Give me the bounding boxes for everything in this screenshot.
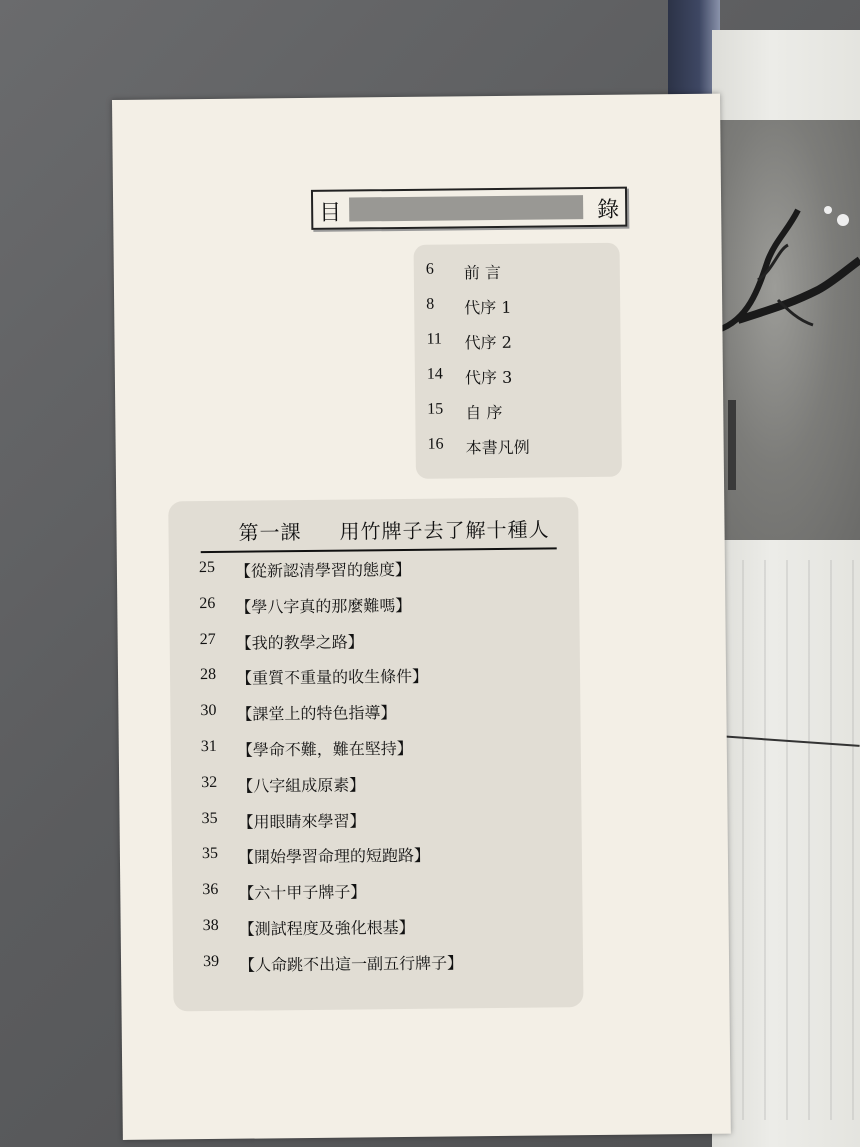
page-number: 15 bbox=[427, 400, 444, 418]
entry-title: 代序 1 bbox=[464, 297, 512, 318]
list-item bbox=[426, 295, 528, 331]
entry-title: 【人命跳不出這一副五行牌子】 bbox=[238, 953, 464, 975]
list-item bbox=[200, 628, 460, 667]
preface-box bbox=[414, 243, 622, 479]
toc-title-left-char: 目 bbox=[319, 200, 342, 226]
page-number: 32 bbox=[201, 773, 218, 791]
facing-page-text-lines bbox=[720, 560, 860, 1120]
page-number: 35 bbox=[201, 845, 218, 863]
page-number: 8 bbox=[426, 295, 435, 313]
page-number: 35 bbox=[201, 809, 218, 827]
chapter-number: 第一課 bbox=[238, 520, 302, 545]
chapter-title: 用竹牌子去了解十種人 bbox=[339, 517, 550, 544]
entry-title: 【六十甲子牌子】 bbox=[238, 882, 367, 903]
toc-title-bar bbox=[311, 187, 627, 230]
list-item bbox=[200, 700, 460, 739]
page-number: 36 bbox=[202, 881, 219, 899]
page-number: 39 bbox=[202, 952, 220, 970]
title-bar-fill bbox=[349, 195, 583, 221]
toc-title-right-char: 錄 bbox=[597, 197, 620, 223]
chapter-heading bbox=[200, 513, 556, 553]
list-item bbox=[427, 365, 529, 401]
list-item bbox=[427, 400, 529, 436]
entry-title: 【用眼睛來學習】 bbox=[237, 810, 366, 832]
list-item bbox=[203, 950, 463, 989]
entry-title: 【開始學習命理的短跑路】 bbox=[237, 846, 431, 868]
page-number: 11 bbox=[426, 330, 443, 348]
page-number: 14 bbox=[426, 365, 443, 383]
entry-title: 【重質不重量的收生條件】 bbox=[235, 667, 429, 689]
entry-title: 【我的教學之路】 bbox=[235, 631, 364, 653]
page-number: 6 bbox=[425, 260, 434, 278]
page-number: 27 bbox=[199, 630, 216, 648]
page-number: 26 bbox=[199, 594, 216, 612]
page-number: 31 bbox=[200, 737, 217, 756]
page-number: 16 bbox=[427, 435, 444, 453]
entry-title: 前 言 bbox=[463, 262, 502, 283]
list-item bbox=[202, 843, 462, 882]
list-item bbox=[200, 664, 460, 703]
ink-painting-image bbox=[718, 120, 860, 540]
list-item bbox=[426, 260, 528, 296]
list-item bbox=[428, 435, 530, 471]
list-item bbox=[199, 592, 459, 631]
page-number: 30 bbox=[200, 702, 217, 720]
chapter-entry-list bbox=[199, 556, 463, 988]
entry-title: 自 序 bbox=[465, 402, 503, 423]
entry-title: 本書凡例 bbox=[465, 437, 530, 458]
entry-title: 【學命不難，難在堅持】 bbox=[236, 738, 413, 760]
page-number: 38 bbox=[202, 916, 219, 935]
entry-title: 【八字組成原素】 bbox=[237, 775, 366, 796]
entry-title: 【測試程度及強化根基】 bbox=[238, 917, 415, 939]
book-page bbox=[112, 94, 731, 1140]
list-item bbox=[201, 807, 461, 846]
list-item bbox=[201, 735, 461, 774]
entry-title: 代序 2 bbox=[464, 332, 512, 353]
entry-title: 【課堂上的特色指導】 bbox=[236, 703, 397, 724]
entry-title: 【從新認清學習的態度】 bbox=[234, 559, 412, 581]
entry-title: 代序 3 bbox=[464, 367, 513, 388]
list-item bbox=[202, 879, 462, 918]
page-number: 25 bbox=[198, 558, 215, 577]
page-number: 28 bbox=[199, 666, 217, 684]
entry-title: 【學八字真的那麼難嗎】 bbox=[235, 595, 412, 617]
list-item bbox=[201, 771, 461, 810]
list-item bbox=[199, 556, 459, 595]
list-item bbox=[203, 914, 463, 953]
preface-list bbox=[426, 260, 530, 471]
list-item bbox=[426, 330, 528, 366]
